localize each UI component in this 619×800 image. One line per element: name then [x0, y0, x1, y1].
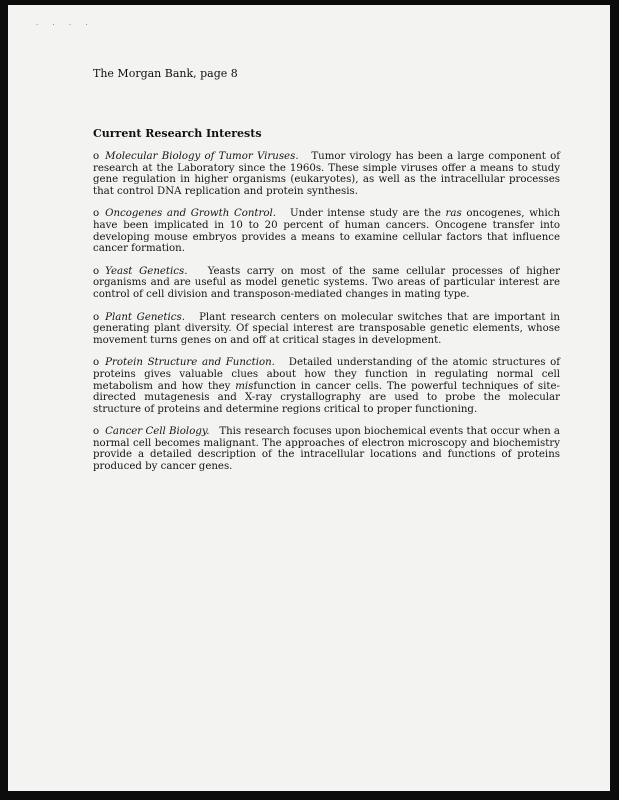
paragraph-text: oncogenes, which have been implicated in 10 to 20 percent of human cancers. Oncogene transfer into developing mouse embryos provides a means to examine cellular factors that influence cancer formation.	[93, 208, 561, 255]
bullet-marker: o	[93, 265, 100, 277]
italic-term: mis	[235, 380, 254, 392]
research-list	[93, 151, 560, 484]
research-paragraph	[93, 426, 560, 472]
bullet-marker: o	[93, 151, 100, 162]
document-page	[8, 5, 610, 791]
bullet-marker: o	[93, 311, 100, 323]
scan-specks: . . . .	[36, 19, 94, 27]
paragraph-text: function in cancer cells. The powerful techniques of site-directed mutagenesis and X-ray crystallography are used to probe the molecular structure of proteins and determine regions critical to proper functioning.	[93, 380, 560, 415]
page-header: The Morgan Bank, page 8	[93, 67, 238, 80]
paragraph-title: Cancer Cell Biology.	[105, 426, 210, 438]
paragraph-title: Oncogenes and Growth Control.	[105, 208, 277, 220]
research-paragraph	[93, 151, 560, 197]
paragraph-title: Yeast Genetics.	[105, 265, 188, 277]
research-paragraph	[93, 312, 560, 347]
section-title: Current Research Interests	[93, 127, 262, 140]
paragraph-text: Plant research centers on molecular switches that are important in generating plant diversity. Of special interest are transposable genetic elements, whose movement turns genes on and off at critical stages in development.	[93, 311, 560, 346]
paragraph-title: Molecular Biology of Tumor Viruses.	[105, 151, 299, 162]
paragraph-text: Tumor virology has been a large component of research at the Laboratory since the 1960s. These simple viruses offer a means to study gene regulation in higher organisms (eukaryotes), as well as the intracellular processes that control DNA replication and protein synthesis.	[93, 151, 560, 197]
bullet-marker: o	[93, 357, 100, 369]
paragraph-text: This research focuses upon biochemical events that occur when a normal cell becomes malignant. The approaches of electron microscopy and biochemistry provide a detailed description of the intracellular locations and functions of proteins produced by cancer genes.	[93, 426, 560, 473]
research-paragraph	[93, 208, 560, 254]
paragraph-text: Under intense study are the	[290, 208, 446, 220]
research-paragraph	[93, 357, 560, 415]
paragraph-text: Detailed understanding of the atomic structures of proteins gives valuable clues about how they function in regulating normal cell metabolism and how they	[93, 357, 560, 392]
paragraph-text: Yeasts carry on most of the same cellular processes of higher organisms and are useful as model genetic systems. Two areas of particular interest are control of cell division and transposon-mediated changes in mating type.	[93, 265, 560, 300]
bullet-marker: o	[93, 208, 100, 220]
paragraph-title: Plant Genetics.	[105, 311, 185, 323]
italic-term: ras	[445, 208, 462, 220]
research-paragraph	[93, 266, 560, 301]
paragraph-title: Protein Structure and Function.	[105, 357, 275, 369]
bullet-marker: o	[93, 426, 100, 438]
